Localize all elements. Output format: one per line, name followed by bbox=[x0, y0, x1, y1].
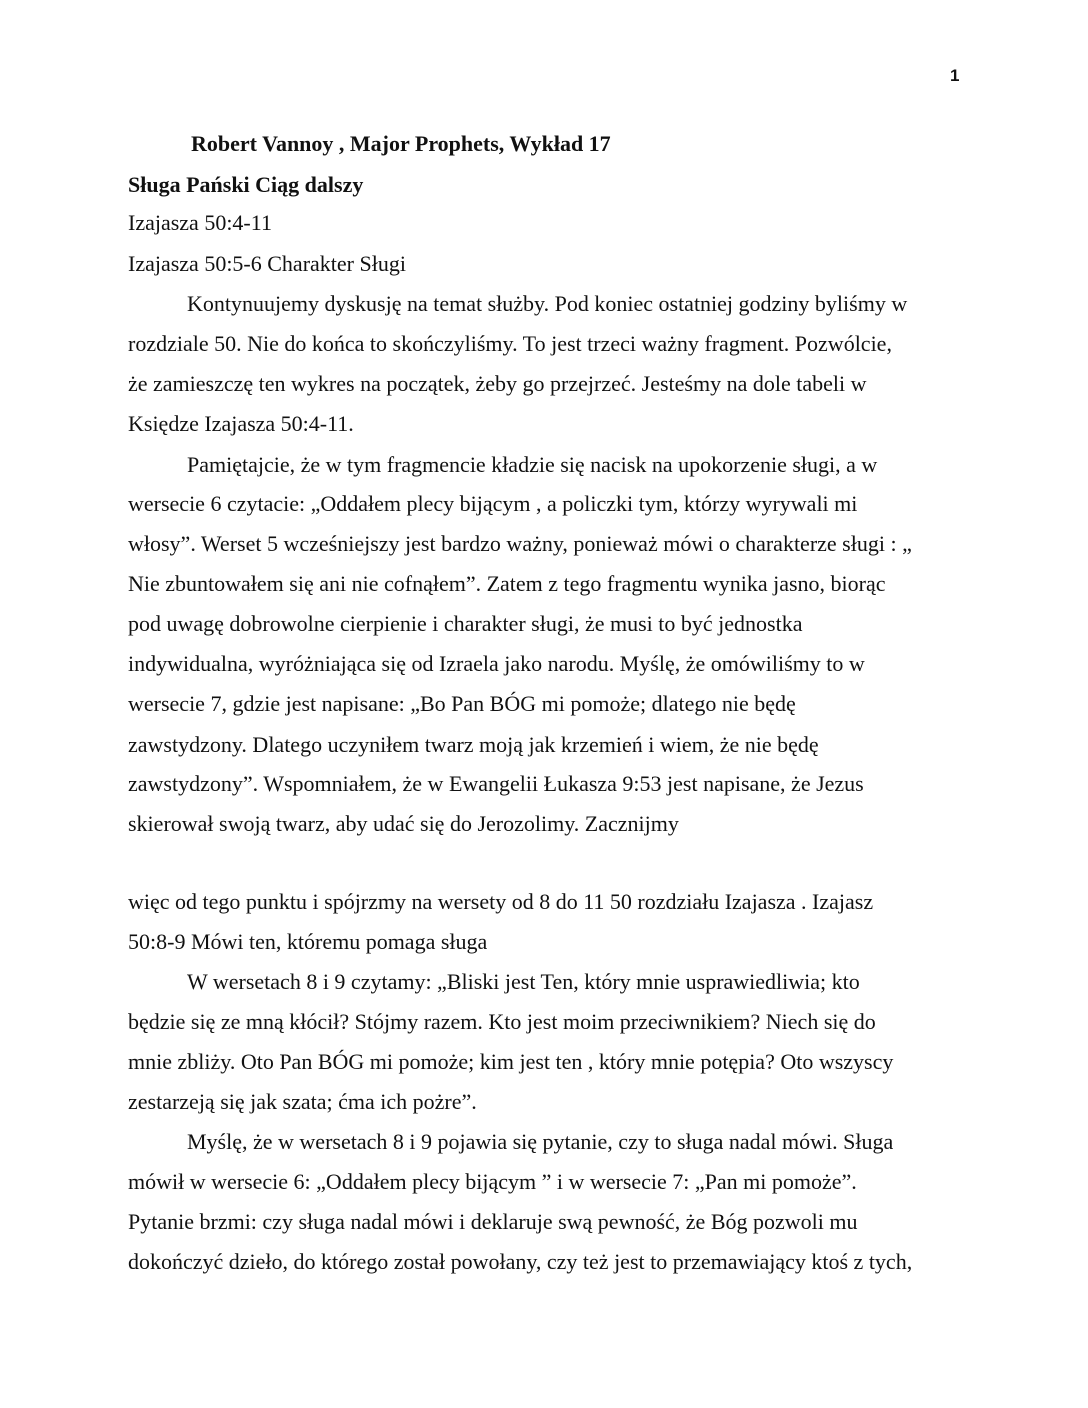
body-line: indywidualna, wyróżniająca się od Izraela jako narodu. Myślę, że omówiliśmy to w bbox=[128, 651, 865, 676]
body-line: zawstydzony”. Wspomniałem, że w Ewangelii Łukasza 9:53 jest napisane, że Jezus bbox=[128, 771, 864, 796]
body-line: Kontynuujemy dyskusję na temat służby. Pod koniec ostatniej godziny byliśmy w bbox=[187, 291, 908, 316]
body-line: pod uwagę dobrowolne cierpienie i charakter sługi, że musi to być jednostka bbox=[128, 611, 803, 636]
body-line: że zamieszczę ten wykres na początek, żeby go przejrzeć. Jesteśmy na dole tabeli w bbox=[128, 371, 867, 396]
body-line: skierował swoją twarz, aby udać się do Jerozolimy. Zacznijmy bbox=[128, 811, 679, 836]
subsection-heading: Izajasza 50:5-6 Charakter Sługi bbox=[128, 251, 406, 276]
body-line: Pytanie brzmi: czy sługa nadal mówi i deklaruje swą pewność, że Bóg pozwoli mu bbox=[128, 1209, 858, 1234]
body-line: mówił w wersecie 6: „Oddałem plecy bijącym ” i w wersecie 7: „Pan mi pomoże”. bbox=[128, 1169, 857, 1194]
body-line: mnie zbliży. Oto Pan BÓG mi pomoże; kim jest ten , który mnie potępia? Oto wszyscy bbox=[128, 1049, 894, 1074]
body-line: zestarzeją się jak szata; ćma ich pożre”. bbox=[128, 1089, 477, 1114]
body-line: zawstydzony. Dlatego uczyniłem twarz moją jak krzemień i wiem, że nie będę bbox=[128, 732, 819, 757]
body-line: 50:8-9 Mówi ten, któremu pomaga sługa bbox=[128, 929, 488, 954]
body-line: włosy”. Werset 5 wcześniejszy jest bardzo ważny, ponieważ mówi o charakterze sługi : „ bbox=[128, 531, 912, 556]
body-line: dokończyć dzieło, do którego został powołany, czy też jest to przemawiający ktoś z tych, bbox=[128, 1249, 913, 1274]
body-line: W wersetach 8 i 9 czytamy: „Bliski jest Ten, który mnie usprawiedliwia; kto bbox=[187, 969, 860, 994]
body-line: będzie się ze mną kłócił? Stójmy razem. Kto jest moim przeciwnikiem? Niech się do bbox=[128, 1009, 876, 1034]
body-line: rozdziale 50. Nie do końca to skończyliśmy. To jest trzeci ważny fragment. Pozwólcie, bbox=[128, 331, 892, 356]
body-line: Pamiętajcie, że w tym fragmencie kładzie się nacisk na upokorzenie sługi, a w bbox=[187, 452, 878, 477]
body-line: wersecie 7, gdzie jest napisane: „Bo Pan BÓG mi pomoże; dlatego nie będę bbox=[128, 691, 796, 716]
body-line: Księdze Izajasza 50:4-11. bbox=[128, 411, 354, 436]
section-heading: Sługa Pański Ciąg dalszy bbox=[128, 172, 364, 197]
body-line: Nie zbuntowałem się ani nie cofnąłem”. Zatem z tego fragmentu wynika jasno, biorąc bbox=[128, 571, 886, 596]
document-title: Robert Vannoy , Major Prophets, Wykład 17 bbox=[191, 131, 611, 156]
scripture-reference: Izajasza 50:4-11 bbox=[128, 210, 272, 235]
body-line: więc od tego punktu i spójrzmy na wersety od 8 do 11 50 rozdziału Izajasza . Izajasz bbox=[128, 889, 874, 914]
body-line: wersecie 6 czytacie: „Oddałem plecy bijącym , a policzki tym, którzy wyrywali mi bbox=[128, 491, 858, 516]
body-line: Myślę, że w wersetach 8 i 9 pojawia się pytanie, czy to sługa nadal mówi. Sługa bbox=[187, 1129, 894, 1154]
page-number: 1 bbox=[950, 66, 960, 85]
